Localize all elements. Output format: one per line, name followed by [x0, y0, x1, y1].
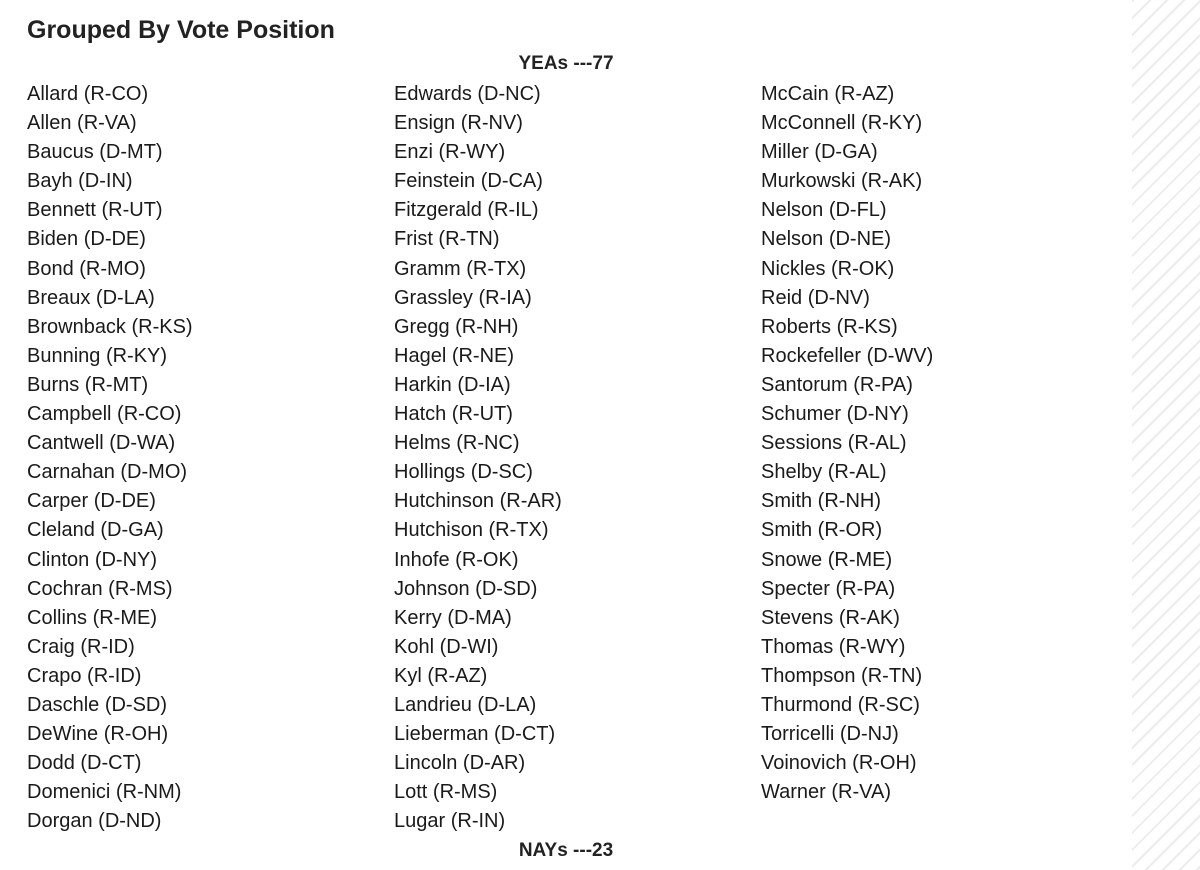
senator-list-item: Nelson (D-FL) — [761, 199, 887, 222]
senator-list-item: Carnahan (D-MO) — [27, 461, 188, 484]
senator-list-item: Domenici (R-NM) — [27, 781, 182, 804]
senator-list-item: Hutchison (R-TX) — [394, 519, 549, 542]
senator-list-item: Schumer (D-NY) — [761, 403, 909, 426]
senator-list-item: Torricelli (D-NJ) — [761, 723, 899, 746]
yeas-column-1 — [27, 80, 193, 836]
senator-list-item: Inhofe (R-OK) — [394, 548, 519, 571]
senator-list-item: Ensign (R-NV) — [394, 112, 523, 135]
senator-list-item: Cleland (D-GA) — [27, 519, 164, 542]
senator-list-item: DeWine (R-OH) — [27, 723, 169, 746]
senator-list-item: Edwards (D-NC) — [394, 83, 541, 105]
senator-list-item: Murkowski (R-AK) — [761, 170, 923, 193]
senator-list-item: Miller (D-GA) — [761, 141, 878, 164]
senator-list-item: Allard (R-CO) — [27, 83, 149, 105]
senator-list-item: Stevens (R-AK) — [761, 606, 900, 629]
senator-list-item: Carper (D-DE) — [27, 490, 156, 513]
senator-list-item: Roberts (R-KS) — [761, 315, 898, 338]
senator-list-item: Specter (R-PA) — [761, 577, 896, 600]
senator-list-item: Biden (D-DE) — [27, 228, 146, 251]
senator-list-item: Cantwell (D-WA) — [27, 432, 176, 455]
senator-list-item: Lott (R-MS) — [394, 781, 498, 804]
senator-list-item: Bunning (R-KY) — [27, 344, 168, 367]
senator-list-item: Crapo (R-ID) — [27, 664, 142, 687]
senator-list-item: Frist (R-TN) — [394, 228, 500, 251]
senator-list-item: Voinovich (R-OH) — [761, 752, 917, 775]
senator-list-item: Thomas (R-WY) — [761, 635, 906, 658]
senator-list-item: Burns (R-MT) — [27, 373, 149, 396]
hatched-margin — [1132, 0, 1200, 870]
yeas-column-2 — [394, 80, 562, 836]
senator-list-item: Gregg (R-NH) — [394, 315, 519, 338]
senator-list-item: Smith (R-NH) — [761, 490, 881, 513]
senator-list-item: Feinstein (D-CA) — [394, 170, 543, 193]
senator-list-item: Bennett (R-UT) — [27, 199, 163, 222]
senator-list-item: Bond (R-MO) — [27, 257, 146, 280]
senator-list-item: Clinton (D-NY) — [27, 548, 158, 571]
senator-list-item: Landrieu (D-LA) — [394, 693, 537, 716]
senator-list-item: Collins (R-ME) — [27, 606, 157, 629]
senator-list-item: Hagel (R-NE) — [394, 344, 515, 367]
senator-list-item: Nickles (R-OK) — [761, 257, 895, 280]
senator-list-item: Cochran (R-MS) — [27, 577, 173, 600]
yeas-column-3 — [761, 80, 933, 807]
senator-list-item: Hutchinson (R-AR) — [394, 490, 562, 513]
senator-list-item: Snowe (R-ME) — [761, 548, 893, 571]
senator-list-item: Lieberman (D-CT) — [394, 723, 556, 746]
senator-list-item: Johnson (D-SD) — [394, 577, 538, 600]
senator-list-item: Fitzgerald (R-IL) — [394, 199, 539, 222]
senator-list-item: Sessions (R-AL) — [761, 432, 907, 455]
senator-list-item: McCain (R-AZ) — [761, 83, 895, 105]
senator-list-item: Kohl (D-WI) — [394, 635, 499, 658]
senator-list-item: Lugar (R-IN) — [394, 810, 506, 833]
senator-list-item: Santorum (R-PA) — [761, 373, 913, 396]
senator-list-item: Craig (R-ID) — [27, 635, 135, 658]
senator-list-item: Smith (R-OR) — [761, 519, 883, 542]
senator-list-item: Reid (D-NV) — [761, 286, 870, 309]
senator-list-item: Breaux (D-LA) — [27, 286, 155, 309]
nays-heading: NAYs ---23 — [518, 840, 614, 861]
senator-list-item: Thurmond (R-SC) — [761, 693, 920, 716]
senator-list-item: Warner (R-VA) — [761, 781, 891, 804]
senator-list-item: Campbell (R-CO) — [27, 403, 182, 426]
senator-list-item: Thompson (R-TN) — [761, 664, 923, 687]
senator-list-item: Kyl (R-AZ) — [394, 664, 488, 687]
senator-list-item: Baucus (D-MT) — [27, 141, 163, 164]
senator-list-item: Daschle (D-SD) — [27, 693, 168, 716]
senator-list-item: Brownback (R-KS) — [27, 315, 193, 338]
senator-list-item: Grassley (R-IA) — [394, 286, 532, 309]
senator-list-item: Bayh (D-IN) — [27, 170, 133, 193]
senator-list-item: Enzi (R-WY) — [394, 141, 506, 164]
senator-list-item: Hollings (D-SC) — [394, 461, 533, 484]
senator-list-item: Helms (R-NC) — [394, 432, 520, 455]
senator-list-item: Nelson (D-NE) — [761, 228, 892, 251]
senator-list-item: McConnell (R-KY) — [761, 112, 923, 135]
senator-list-item: Allen (R-VA) — [27, 112, 137, 135]
senator-list-item: Dodd (D-CT) — [27, 752, 142, 775]
senator-list-item: Dorgan (D-ND) — [27, 810, 162, 833]
senator-list-item: Lincoln (D-AR) — [394, 752, 526, 775]
senator-list-item: Gramm (R-TX) — [394, 257, 527, 280]
senator-list-item: Hatch (R-UT) — [394, 403, 513, 426]
senator-list-item: Shelby (R-AL) — [761, 461, 887, 484]
senator-list-item: Harkin (D-IA) — [394, 373, 511, 396]
page-title: Grouped By Vote Position — [27, 16, 335, 44]
senator-list-item: Rockefeller (D-WV) — [761, 344, 934, 367]
yeas-heading: YEAs ---77 — [518, 53, 614, 74]
senator-list-item: Kerry (D-MA) — [394, 606, 512, 629]
